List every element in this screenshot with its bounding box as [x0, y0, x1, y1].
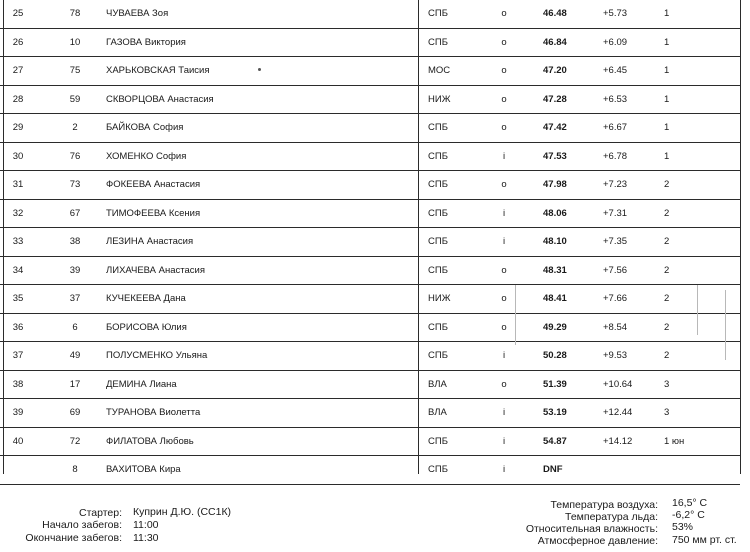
place-cell: 25 [12, 8, 24, 19]
athlete-name: ХАРЬКОВСКАЯ Таисия [106, 65, 210, 76]
athlete-name: БОРИСОВА Юлия [106, 321, 187, 333]
lane-cell: i [502, 407, 506, 418]
gap-cell: +6.67 [603, 122, 628, 133]
place-cell: 26 [12, 36, 24, 48]
bib-cell: 8 [72, 464, 78, 475]
pressure-value: 750 мм рт. ст. [672, 534, 737, 546]
gap-cell: +7.66 [603, 293, 628, 304]
ice-temperature-label: Температура льда: [565, 511, 658, 523]
lane-cell: o [501, 93, 507, 105]
gap-cell: +7.56 [603, 264, 628, 276]
end-time-label: Окончание забегов: [25, 532, 122, 544]
lane-cell: o [501, 321, 507, 333]
gap-cell: +14.12 [603, 435, 633, 447]
bib-cell: 49 [69, 350, 81, 361]
time-cell: 48.31 [543, 264, 567, 276]
club-cell: СПБ [428, 236, 448, 247]
lane-cell: o [501, 293, 507, 304]
rank-cell: 2 [664, 207, 670, 219]
athlete-name: ЛЕЗИНА Анастасия [106, 236, 194, 247]
rank-cell: 3 [664, 378, 670, 390]
place-cell: 31 [12, 179, 24, 190]
humidity-value: 53% [672, 521, 694, 533]
humidity-label: Относительная влажность: [525, 523, 658, 535]
pressure-label: Атмосферное давление: [537, 535, 658, 547]
lane-cell: i [502, 435, 506, 447]
lane-cell: i [502, 150, 506, 162]
lane-cell: i [502, 236, 506, 247]
club-cell: СПБ [428, 122, 448, 133]
start-time-value: 11:00 [133, 519, 159, 531]
bib-cell: 38 [69, 236, 81, 247]
air-temperature-label: Температура воздуха: [550, 499, 658, 511]
place-cell: 33 [12, 236, 24, 247]
gap-cell: +6.53 [603, 93, 628, 105]
athlete-name: ТУРАНОВА Виолетта [106, 407, 201, 418]
ice-temperature-value: -6,2° C [672, 509, 705, 521]
place-cell: 35 [12, 293, 24, 304]
time-cell: 47.28 [543, 93, 567, 105]
place-cell: 32 [12, 207, 24, 219]
starter-value: Куприн Д.Ю. (СС1К) [133, 506, 232, 518]
rank-cell: 1 [664, 36, 670, 48]
gap-cell: +7.23 [603, 179, 628, 190]
time-cell: 47.53 [543, 150, 567, 162]
lane-cell: o [501, 122, 507, 133]
club-cell: МОС [428, 65, 451, 76]
place-cell: 30 [12, 150, 24, 162]
bib-cell: 37 [69, 293, 81, 304]
rank-cell: 2 [664, 236, 670, 247]
lane-cell: i [502, 464, 506, 475]
place-cell: 36 [12, 321, 24, 333]
gap-cell: +6.78 [603, 150, 628, 162]
athlete-name: ГАЗОВА Виктория [106, 36, 186, 48]
athlete-name: ТИМОФЕЕВА Ксения [106, 207, 201, 219]
bib-cell: 67 [69, 207, 81, 219]
club-cell: СПБ [428, 150, 448, 162]
athlete-name: ДЕМИНА Лиана [106, 378, 177, 390]
time-cell: 53.19 [543, 407, 567, 418]
rank-cell: 1 [664, 150, 670, 162]
rank-cell: 1 [664, 93, 670, 105]
place-cell: 34 [12, 264, 24, 276]
club-cell: СПБ [428, 464, 448, 475]
athlete-name: ЛИХАЧЕВА Анастасия [106, 264, 206, 276]
rank-cell: 3 [664, 407, 670, 418]
start-time-label: Начало забегов: [42, 519, 122, 531]
bib-cell: 39 [69, 264, 81, 276]
athlete-name: БАЙКОВА София [106, 122, 184, 133]
lane-cell: o [501, 264, 507, 276]
rank-cell: 1 [664, 122, 670, 133]
club-cell: СПБ [428, 350, 448, 361]
lane-cell: o [501, 179, 507, 190]
time-cell: 48.06 [543, 207, 567, 219]
club-cell: СПБ [428, 435, 448, 447]
place-cell: 40 [12, 435, 24, 447]
lane-cell: i [502, 207, 506, 219]
athlete-name: ФИЛАТОВА Любовь [106, 435, 194, 447]
rank-cell: 1 [664, 8, 670, 19]
time-cell: DNF [543, 464, 563, 475]
athlete-name: ПОЛУСМЕНКО Ульяна [106, 350, 208, 361]
bib-cell: 78 [69, 8, 81, 19]
bib-cell: 75 [69, 65, 81, 76]
club-cell: ВЛА [428, 378, 447, 390]
place-cell: 29 [12, 122, 24, 133]
starter-label: Стартер: [78, 507, 122, 519]
time-cell: 46.84 [543, 36, 567, 48]
club-cell: СПБ [428, 321, 448, 333]
place-cell: 28 [12, 93, 24, 105]
bib-cell: 69 [69, 407, 81, 418]
bib-cell: 72 [69, 435, 81, 447]
lane-cell: o [501, 65, 507, 76]
rank-cell: 2 [664, 350, 670, 361]
air-temperature-value: 16,5° C [672, 497, 708, 509]
gap-cell: +7.35 [603, 236, 628, 247]
lane-cell: o [501, 36, 507, 48]
athlete-name: ВАХИТОВА Кира [106, 464, 181, 475]
time-cell: 49.29 [543, 321, 567, 333]
time-cell: 47.98 [543, 179, 567, 190]
club-cell: СПБ [428, 8, 448, 19]
time-cell: 50.28 [543, 350, 567, 361]
club-cell: СПБ [428, 264, 448, 276]
time-cell: 47.42 [543, 122, 567, 133]
bib-cell: 73 [69, 179, 81, 190]
rank-cell: 2 [664, 293, 670, 304]
gap-cell: +8.54 [603, 321, 628, 333]
gap-cell: +6.09 [603, 36, 628, 48]
gap-cell: +9.53 [603, 350, 628, 361]
rank-cell: 1 [664, 65, 670, 76]
place-cell: 39 [12, 407, 24, 418]
athlete-name: ХОМЕНКО София [106, 150, 187, 162]
gap-cell: +6.45 [603, 65, 628, 76]
athlete-name: ЧУВАЕВА Зоя [106, 8, 169, 19]
bib-cell: 76 [69, 150, 81, 162]
time-cell: 47.20 [543, 65, 567, 76]
lane-cell: i [502, 350, 506, 361]
club-cell: СПБ [428, 36, 448, 48]
bib-cell: 17 [69, 378, 81, 390]
bib-cell: 59 [69, 93, 81, 105]
time-cell: 48.41 [543, 293, 567, 304]
bib-cell: 2 [72, 122, 78, 133]
place-cell: 38 [12, 378, 24, 390]
athlete-name: СКВОРЦОВА Анастасия [106, 93, 214, 105]
bib-cell: 6 [72, 321, 78, 333]
gap-cell: +5.73 [603, 8, 628, 19]
club-cell: СПБ [428, 207, 448, 219]
lane-cell: o [501, 8, 507, 19]
gap-cell: +12.44 [603, 407, 633, 418]
place-cell: 37 [12, 350, 24, 361]
rank-cell: 2 [664, 179, 670, 190]
lane-cell: o [501, 378, 507, 390]
club-cell: ВЛА [428, 407, 447, 418]
bib-cell: 10 [69, 36, 81, 48]
time-cell: 46.48 [543, 8, 567, 19]
club-cell: НИЖ [428, 293, 451, 304]
athlete-name: КУЧЕКЕЕВА Дана [106, 293, 186, 304]
end-time-value: 11:30 [133, 532, 159, 544]
club-cell: НИЖ [428, 93, 451, 105]
time-cell: 51.39 [543, 378, 567, 390]
club-cell: СПБ [428, 179, 448, 190]
rank-cell: 2 [664, 264, 670, 276]
rank-cell: 2 [664, 321, 670, 333]
rank-cell: 1 юн [664, 435, 685, 447]
time-cell: 48.10 [543, 236, 567, 247]
place-cell: 27 [12, 65, 24, 76]
athlete-name: ФОКЕЕВА Анастасия [106, 179, 201, 190]
gap-cell: +7.31 [603, 207, 628, 219]
gap-cell: +10.64 [603, 378, 633, 390]
time-cell: 54.87 [543, 435, 567, 447]
